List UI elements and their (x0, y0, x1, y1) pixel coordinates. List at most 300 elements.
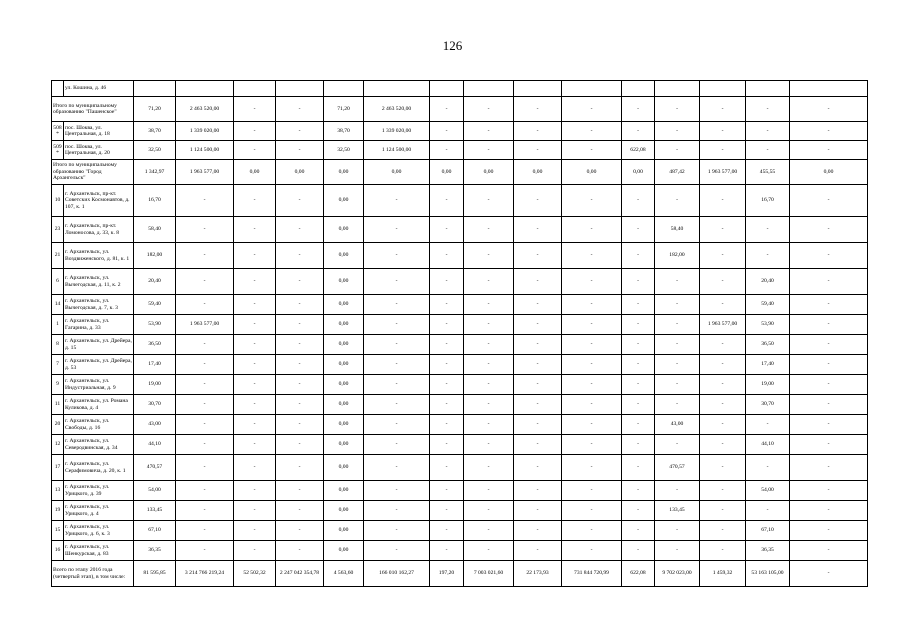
table-cell: - (430, 455, 464, 481)
table-cell: - (234, 375, 276, 395)
table-cell: - (514, 395, 562, 415)
table-cell: - (790, 455, 868, 481)
table-cell: - (464, 335, 514, 355)
table-cell: 16,70 (134, 185, 176, 217)
table-cell: 0,00 (324, 315, 364, 335)
table-cell: 81 595,85 (134, 561, 176, 587)
table-cell: 508 * (52, 122, 64, 141)
table-cell: - (464, 481, 514, 501)
table-cell: - (430, 395, 464, 415)
table-cell: 71,20 (324, 97, 364, 122)
table-cell: 36,35 (134, 541, 176, 561)
table-cell (464, 81, 514, 97)
table-cell: - (276, 185, 324, 217)
table-cell: - (622, 295, 655, 315)
table-cell: - (234, 243, 276, 269)
table-cell: 43,00 (655, 415, 700, 435)
table-cell: г. Архангельск, ул. Вычегодская, д. 7, к. 3 (64, 295, 134, 315)
table-cell: 13 (52, 481, 64, 501)
table-cell: 58,40 (134, 217, 176, 243)
table-row (52, 217, 868, 243)
table-cell: - (514, 185, 562, 217)
table-cell: - (746, 455, 790, 481)
table-cell: - (430, 335, 464, 355)
table-cell: 67,10 (134, 521, 176, 541)
table-cell: 20,40 (746, 269, 790, 295)
table-cell: 0,00 (324, 435, 364, 455)
table-cell: 1 342,97 (134, 160, 176, 185)
table-cell: - (176, 481, 234, 501)
table-cell: г. Архангельск, пр-кт. Советских Космонавтов, д. 107, к. 1 (64, 185, 134, 217)
table-cell: 10 (52, 185, 64, 217)
table-cell: - (234, 395, 276, 415)
table-cell: - (746, 141, 790, 160)
table-cell: - (176, 355, 234, 375)
table-cell: 20 (52, 415, 64, 435)
table-cell: 0,00 (324, 481, 364, 501)
table-cell: 30,70 (746, 395, 790, 415)
table-cell: - (430, 315, 464, 335)
table-row (52, 269, 868, 295)
table-row (52, 395, 868, 415)
table-cell: 53 163 105,00 (746, 561, 790, 587)
table-cell: - (790, 243, 868, 269)
table-cell: 38,70 (134, 122, 176, 141)
table-cell: - (234, 185, 276, 217)
table-cell: - (700, 141, 746, 160)
table-cell: 0,00 (324, 395, 364, 415)
table-cell: 59,40 (134, 295, 176, 315)
table-cell: - (746, 415, 790, 435)
table-cell: - (655, 375, 700, 395)
table-cell: - (176, 395, 234, 415)
table-cell: - (700, 455, 746, 481)
table-cell (134, 81, 176, 97)
table-cell: - (364, 395, 430, 415)
table-cell: - (464, 295, 514, 315)
table-cell: 17 (52, 455, 64, 481)
table-cell: - (234, 97, 276, 122)
table-cell: - (430, 375, 464, 395)
table-cell: 53,90 (134, 315, 176, 335)
table-cell: - (176, 541, 234, 561)
table-cell (622, 81, 655, 97)
table-cell: пос. Шоква, ул. Центральная, д. 18 (64, 122, 134, 141)
table-cell: 133,45 (655, 501, 700, 521)
table-cell: - (514, 122, 562, 141)
table-cell: - (562, 269, 622, 295)
table-cell: - (464, 141, 514, 160)
table-cell: - (464, 541, 514, 561)
table-cell (176, 81, 234, 97)
table-cell: - (700, 355, 746, 375)
table-cell: - (364, 415, 430, 435)
table-cell: - (234, 415, 276, 435)
table-cell: - (364, 355, 430, 375)
table-cell: - (622, 541, 655, 561)
table-cell: - (234, 141, 276, 160)
table-cell: - (464, 315, 514, 335)
table-cell (514, 81, 562, 97)
table-cell: 0,00 (324, 269, 364, 295)
table-cell: 470,57 (134, 455, 176, 481)
table-cell: 15 (52, 521, 64, 541)
table-row (52, 455, 868, 481)
table-cell: - (514, 315, 562, 335)
table-cell: 731 844 720,99 (562, 561, 622, 587)
table-cell: - (514, 335, 562, 355)
table-cell: - (276, 335, 324, 355)
table-cell: - (464, 97, 514, 122)
table-cell: - (276, 501, 324, 521)
table-cell: - (622, 217, 655, 243)
table-cell: - (276, 355, 324, 375)
table-cell: - (464, 269, 514, 295)
table-cell: - (276, 375, 324, 395)
table-cell: - (430, 141, 464, 160)
table-cell: - (430, 269, 464, 295)
table-cell: - (276, 395, 324, 415)
table-cell: - (790, 415, 868, 435)
table-cell: - (790, 217, 868, 243)
table-cell: - (700, 415, 746, 435)
table-cell: - (655, 122, 700, 141)
table-cell (746, 81, 790, 97)
table-cell: - (655, 541, 700, 561)
table-cell: 44,10 (746, 435, 790, 455)
table-cell: - (430, 501, 464, 521)
table-row (52, 160, 868, 185)
table-cell: - (562, 295, 622, 315)
table-cell: 32,50 (134, 141, 176, 160)
table-cell: - (430, 521, 464, 541)
table-cell: - (700, 185, 746, 217)
table-cell: 23 (52, 217, 64, 243)
table-cell: - (700, 122, 746, 141)
table-cell: - (514, 435, 562, 455)
table-cell: 22 173,93 (514, 561, 562, 587)
data-table (51, 80, 868, 587)
table-cell: - (234, 122, 276, 141)
table-cell: - (514, 141, 562, 160)
table-cell: 0,00 (324, 295, 364, 315)
table-cell: 0,00 (324, 243, 364, 269)
table-cell: - (364, 435, 430, 455)
table-cell: - (276, 97, 324, 122)
table-cell: 9 702 023,00 (655, 561, 700, 587)
table-cell: - (430, 355, 464, 375)
table-cell: - (700, 481, 746, 501)
table-cell: - (622, 355, 655, 375)
table-cell: 7 (52, 355, 64, 375)
table-cell: - (464, 185, 514, 217)
table-row (52, 541, 868, 561)
table-cell: - (790, 395, 868, 415)
table-cell: - (790, 561, 868, 587)
table-cell: - (622, 375, 655, 395)
table-cell: 1 963 577,00 (700, 315, 746, 335)
table-cell: - (430, 243, 464, 269)
table-cell: 0,00 (430, 160, 464, 185)
table-cell: 58,40 (655, 217, 700, 243)
table-cell: 16 (52, 541, 64, 561)
table-cell: - (562, 243, 622, 269)
table-cell: - (234, 269, 276, 295)
table-cell: - (464, 521, 514, 541)
table-cell: 0,00 (324, 217, 364, 243)
table-cell: - (176, 335, 234, 355)
table-cell: 1 459,32 (700, 561, 746, 587)
table-row (52, 375, 868, 395)
table-cell: 53,90 (746, 315, 790, 335)
table-cell: 1 963 577,00 (176, 160, 234, 185)
table-cell: - (430, 97, 464, 122)
table-row (52, 415, 868, 435)
table-cell: г. Архангельск, ул. Шенкурская, д. 83 (64, 541, 134, 561)
table-cell: - (790, 375, 868, 395)
table-cell: г. Архангельск, ул. Урицкого, д. 39 (64, 481, 134, 501)
table-cell: 0,00 (364, 160, 430, 185)
table-cell: 12 (52, 435, 64, 455)
table-cell: 0,00 (234, 160, 276, 185)
table-cell (700, 81, 746, 97)
table-cell: - (562, 375, 622, 395)
table-cell: - (364, 541, 430, 561)
table-cell: 0,00 (622, 160, 655, 185)
table-row (52, 335, 868, 355)
table-cell: - (176, 243, 234, 269)
table-cell: - (234, 315, 276, 335)
table-cell: - (176, 217, 234, 243)
table-cell: - (562, 141, 622, 160)
table-cell: - (276, 243, 324, 269)
table-cell: - (176, 269, 234, 295)
table-cell: 36,35 (746, 541, 790, 561)
table-cell: Итого по муниципальному образованию "Город Архангельск" (52, 160, 134, 185)
table-cell: - (276, 141, 324, 160)
table-cell (430, 81, 464, 97)
table-cell: - (276, 541, 324, 561)
table-cell: - (276, 295, 324, 315)
table-cell: - (176, 415, 234, 435)
table-cell: 17,40 (134, 355, 176, 375)
table-cell: - (464, 122, 514, 141)
table-cell: 44,10 (134, 435, 176, 455)
table-cell: - (790, 435, 868, 455)
table-cell: - (234, 481, 276, 501)
table-cell: - (364, 269, 430, 295)
table-cell: - (562, 481, 622, 501)
table-cell: - (746, 217, 790, 243)
table-cell: - (430, 541, 464, 561)
table-cell: - (655, 97, 700, 122)
table-cell: - (700, 395, 746, 415)
table-cell: - (176, 501, 234, 521)
table-cell: - (700, 521, 746, 541)
table-row (52, 97, 868, 122)
table-cell: 622,08 (622, 561, 655, 587)
table-cell: - (234, 521, 276, 541)
table-cell: - (430, 122, 464, 141)
table-cell: - (622, 455, 655, 481)
table-cell: - (176, 295, 234, 315)
table-row (52, 295, 868, 315)
table-cell: - (790, 122, 868, 141)
table-cell (364, 81, 430, 97)
table-cell: 487,42 (655, 160, 700, 185)
table-cell: - (700, 375, 746, 395)
table-cell: - (562, 541, 622, 561)
table-row (52, 141, 868, 160)
table-cell: - (464, 243, 514, 269)
table-cell: - (622, 335, 655, 355)
table-row (52, 561, 868, 587)
table-cell: - (700, 335, 746, 355)
table-cell: - (176, 455, 234, 481)
table-cell: - (234, 501, 276, 521)
table-cell: - (700, 243, 746, 269)
table-cell: - (790, 185, 868, 217)
table-cell: 1 (52, 315, 64, 335)
table-cell: - (276, 217, 324, 243)
table-cell: 38,70 (324, 122, 364, 141)
table-cell: - (464, 455, 514, 481)
table-cell: 622,08 (622, 141, 655, 160)
table-cell: - (276, 435, 324, 455)
page-number: 126 (442, 38, 463, 53)
table-cell: - (622, 97, 655, 122)
table-cell: г. Архангельск, ул. Северодвинская, д. 34 (64, 435, 134, 455)
table-cell: - (562, 501, 622, 521)
table-cell: 14 (52, 295, 64, 315)
table-cell (790, 81, 868, 97)
table-cell: 54,00 (746, 481, 790, 501)
table-cell: - (700, 97, 746, 122)
table-cell: 166 010 162,27 (364, 561, 430, 587)
table-cell: - (276, 481, 324, 501)
table-cell: - (276, 455, 324, 481)
table-cell: г. Архангельск, пр-кт. Ломоносова, д. 33, к. 8 (64, 217, 134, 243)
table-cell: - (746, 122, 790, 141)
table-cell: - (655, 185, 700, 217)
table-cell: 1 124 500,00 (364, 141, 430, 160)
table-cell: - (364, 185, 430, 217)
table-cell: - (562, 355, 622, 375)
table-cell: - (430, 481, 464, 501)
table-cell: 0,00 (324, 521, 364, 541)
table-cell: 36,50 (134, 335, 176, 355)
table-cell: - (746, 501, 790, 521)
table-cell: 509 * (52, 141, 64, 160)
table-cell: - (234, 295, 276, 315)
table-cell: 7 003 021,60 (464, 561, 514, 587)
table-cell: - (790, 97, 868, 122)
table-cell: - (234, 335, 276, 355)
table-cell: - (700, 295, 746, 315)
table-cell: 11 (52, 395, 64, 415)
table-cell: - (790, 315, 868, 335)
table-cell: - (655, 141, 700, 160)
table-row (52, 185, 868, 217)
table-cell: - (514, 269, 562, 295)
table-cell: - (622, 185, 655, 217)
table-cell: 1 963 577,00 (700, 160, 746, 185)
table-cell: - (746, 243, 790, 269)
table-cell: - (464, 435, 514, 455)
table-cell: - (364, 217, 430, 243)
table-cell: г. Архангельск, ул. Воздвиженского, д. 81, к. 1 (64, 243, 134, 269)
table-cell: г. Архангельск, ул. Свободы, д. 16 (64, 415, 134, 435)
table-cell: - (790, 141, 868, 160)
table-cell: - (430, 415, 464, 435)
table-cell: 0,00 (514, 160, 562, 185)
table-cell: 19 (52, 501, 64, 521)
table-cell: - (655, 435, 700, 455)
table-cell: - (276, 415, 324, 435)
table-cell: 67,10 (746, 521, 790, 541)
table-cell: 59,40 (746, 295, 790, 315)
table-cell: - (655, 395, 700, 415)
table-cell: - (622, 481, 655, 501)
table-cell: - (234, 541, 276, 561)
table-cell: - (622, 521, 655, 541)
table-cell: - (364, 295, 430, 315)
table-cell: - (790, 521, 868, 541)
table-cell: - (622, 243, 655, 269)
table-cell: - (176, 521, 234, 541)
table-cell: - (464, 355, 514, 375)
table-cell: - (430, 295, 464, 315)
table-cell: 16,70 (746, 185, 790, 217)
table-cell: - (790, 481, 868, 501)
table-cell: 30,70 (134, 395, 176, 415)
table-cell: 182,00 (134, 243, 176, 269)
table-cell: 9 (52, 375, 64, 395)
table-cell: - (430, 185, 464, 217)
table-cell: 470,57 (655, 455, 700, 481)
table-cell: - (655, 295, 700, 315)
table-cell: - (430, 435, 464, 455)
table-cell: ул. Кошина, д. 46 (64, 81, 134, 97)
table-cell: - (464, 217, 514, 243)
table-cell: - (655, 269, 700, 295)
table-cell: г. Архангельск, ул. Дрейера, д. 53 (64, 355, 134, 375)
table-cell: - (464, 501, 514, 521)
table-cell: 17,40 (746, 355, 790, 375)
table-cell: - (514, 415, 562, 435)
table-cell: 197,20 (430, 561, 464, 587)
table-cell: г. Архангельск, ул. Урицкого, д. 6, к. 3 (64, 521, 134, 541)
table-cell: 1 124 500,00 (176, 141, 234, 160)
table-cell: 71,20 (134, 97, 176, 122)
table-cell: Всего по этапу 2016 года (четвертый этап), в том числе: (52, 561, 134, 587)
table-cell: - (514, 295, 562, 315)
table-cell: 0,00 (324, 501, 364, 521)
table-cell: г. Архангельск, ул. Урицкого, д. 4 (64, 501, 134, 521)
table-cell: 182,00 (655, 243, 700, 269)
table-cell: - (700, 217, 746, 243)
table-cell: - (276, 269, 324, 295)
table-cell: 0,00 (324, 160, 364, 185)
table-cell: 52 502,32 (234, 561, 276, 587)
table-cell: 0,00 (324, 455, 364, 481)
table-cell: - (655, 335, 700, 355)
table-cell: - (622, 269, 655, 295)
table-row (52, 521, 868, 541)
table-cell: - (364, 315, 430, 335)
table-cell: - (234, 455, 276, 481)
table-cell: - (622, 415, 655, 435)
